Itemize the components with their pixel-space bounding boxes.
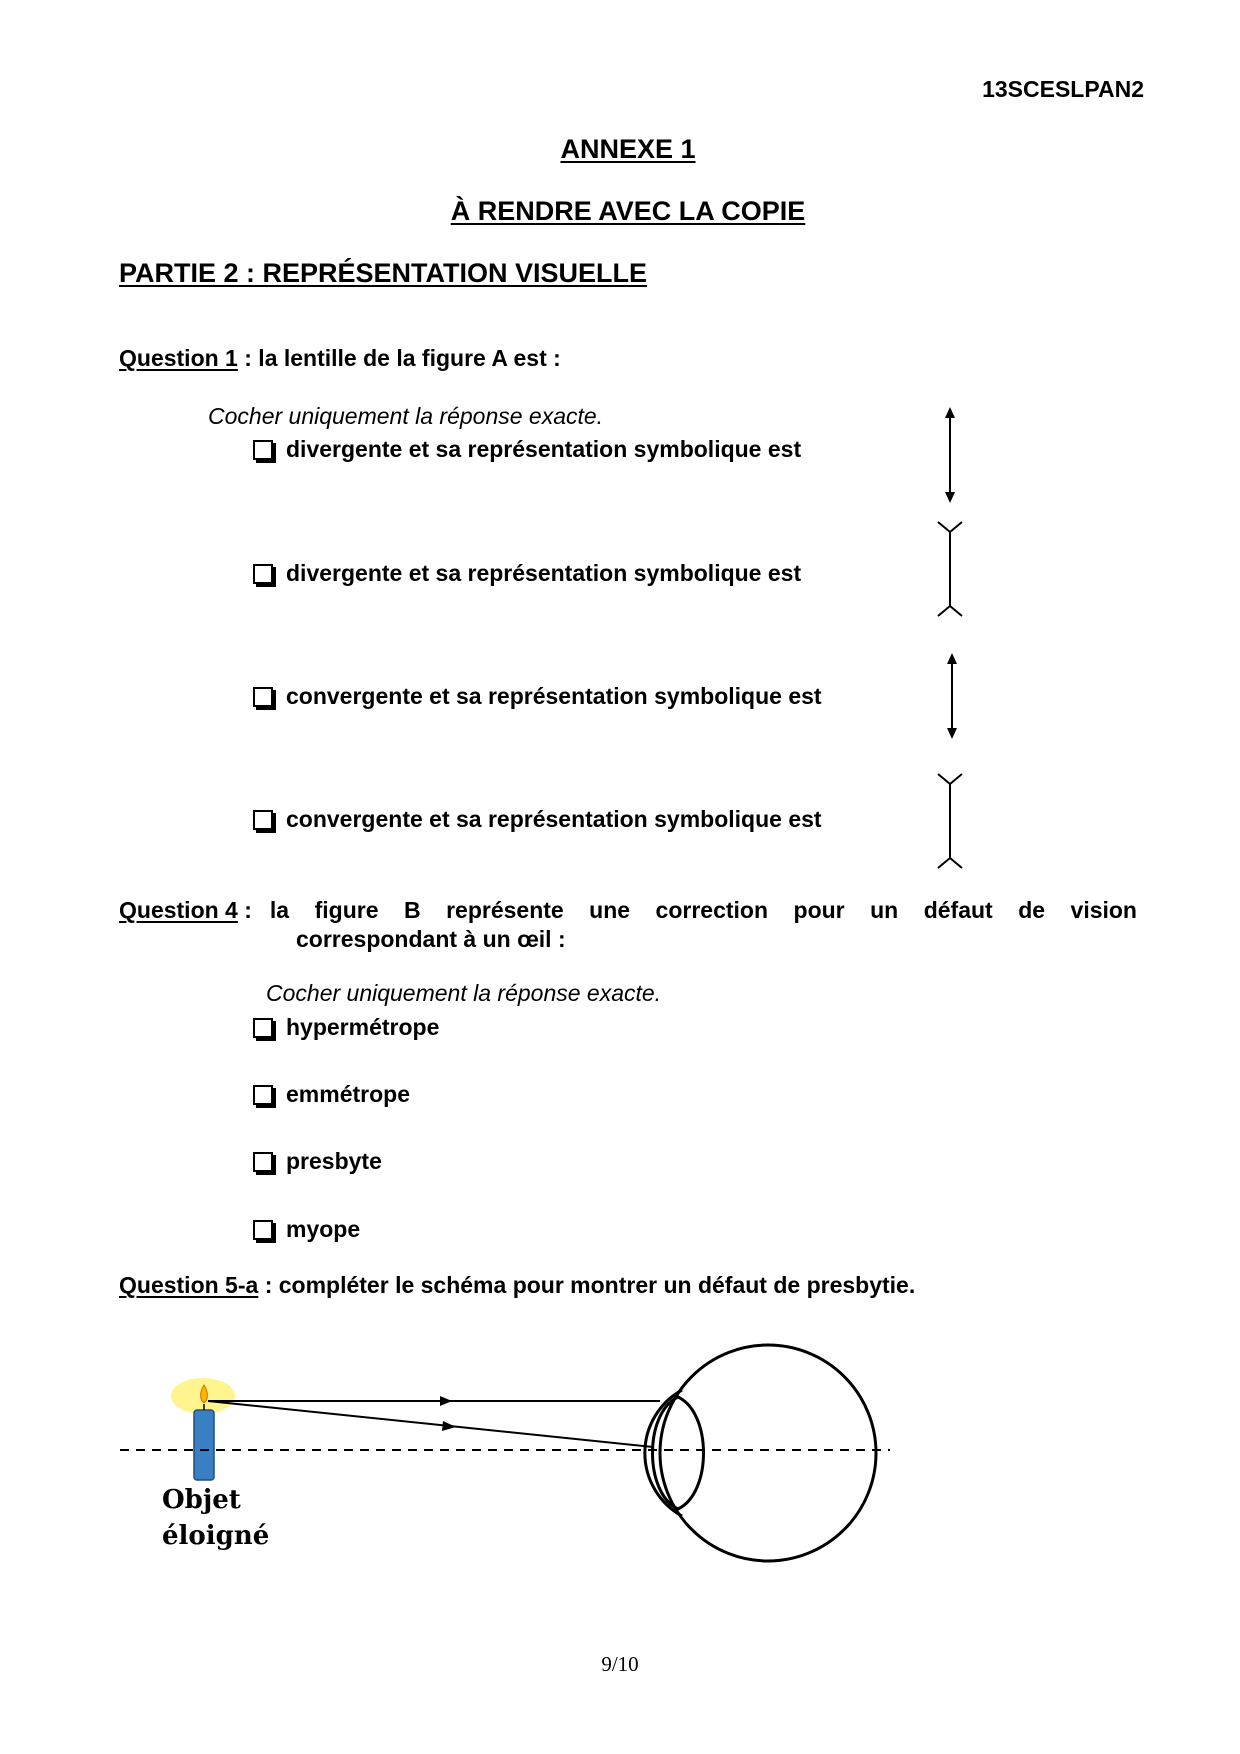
question5a-heading	[119, 1272, 915, 1299]
diverging-lens-symbol-2	[930, 774, 970, 868]
presbyopia-diagram	[110, 1330, 910, 1570]
question4-text-line2: correspondant à un œil :	[296, 926, 566, 952]
converging-lens-symbol-1	[930, 405, 970, 505]
question4-option-myope[interactable]	[253, 1216, 360, 1243]
question1-option-1[interactable]	[253, 436, 801, 463]
checkbox[interactable]	[253, 1220, 273, 1240]
rendre-title-text: À RENDRE AVEC LA COPIE	[450, 196, 806, 226]
checkbox[interactable]	[253, 1152, 273, 1172]
ray-arrow-1	[440, 1396, 452, 1406]
question1-instruction: Cocher uniquement la réponse exacte.	[208, 403, 604, 429]
annexe-title-text: ANNEXE 1	[560, 134, 696, 164]
question4-option-emmetrope[interactable]	[253, 1081, 410, 1108]
option-label: convergente et sa représentation symbolique est	[286, 683, 822, 709]
option-label: convergente et sa représentation symbolique est	[286, 806, 822, 832]
partie-title: PARTIE 2 : REPRÉSENTATION VISUELLE	[119, 258, 648, 288]
question4-heading	[119, 897, 1137, 953]
page-number: 9/10	[601, 1652, 639, 1676]
question1-option-2[interactable]	[253, 560, 801, 587]
question1-text: : la lentille de la figure A est :	[237, 345, 561, 371]
question4-label: Question 4	[119, 897, 238, 923]
question4-option-hypermetrope[interactable]	[253, 1014, 439, 1041]
question1-option-4[interactable]	[253, 806, 822, 833]
option-label: emmétrope	[286, 1081, 410, 1107]
converging-lens-symbol-2	[932, 651, 972, 741]
option-label: divergente et sa représentation symbolique est	[286, 560, 802, 586]
candle-icon	[194, 1410, 214, 1480]
object-label-line1: Objet	[162, 1485, 241, 1515]
question4-option-presbyte[interactable]	[253, 1148, 382, 1175]
annexe-title	[0, 134, 1240, 165]
question1-label: Question 1	[119, 345, 238, 371]
eye-globe	[660, 1345, 876, 1561]
option-label: divergente et sa représentation symbolique est	[286, 436, 802, 462]
ray-oblique	[208, 1401, 653, 1447]
document-code: 13SCESLPAN2	[982, 76, 1144, 102]
rendre-title	[0, 196, 1240, 227]
question4-label-wrap: Question 4 :	[119, 897, 252, 923]
checkbox[interactable]	[253, 810, 273, 830]
question1-heading	[119, 345, 561, 372]
diverging-lens-symbol-1	[930, 522, 970, 616]
checkbox[interactable]	[253, 1085, 273, 1105]
question1-option-3[interactable]	[253, 683, 822, 710]
object-label-line2: éloigné	[162, 1521, 270, 1551]
question4-instruction: Cocher uniquement la réponse exacte.	[266, 980, 662, 1006]
question5a-label: Question 5-a	[119, 1272, 259, 1298]
question5a-text: : compléter le schéma pour montrer un défaut de presbytie.	[258, 1272, 916, 1298]
question4-text-line1: la figure B représente une correction pour un défaut de vision	[269, 897, 1137, 923]
checkbox[interactable]	[253, 687, 273, 707]
option-label: presbyte	[286, 1148, 382, 1174]
checkbox[interactable]	[253, 1018, 273, 1038]
checkbox[interactable]	[253, 440, 273, 460]
option-label: hypermétrope	[286, 1014, 440, 1040]
option-label: myope	[286, 1216, 361, 1242]
checkbox[interactable]	[253, 564, 273, 584]
